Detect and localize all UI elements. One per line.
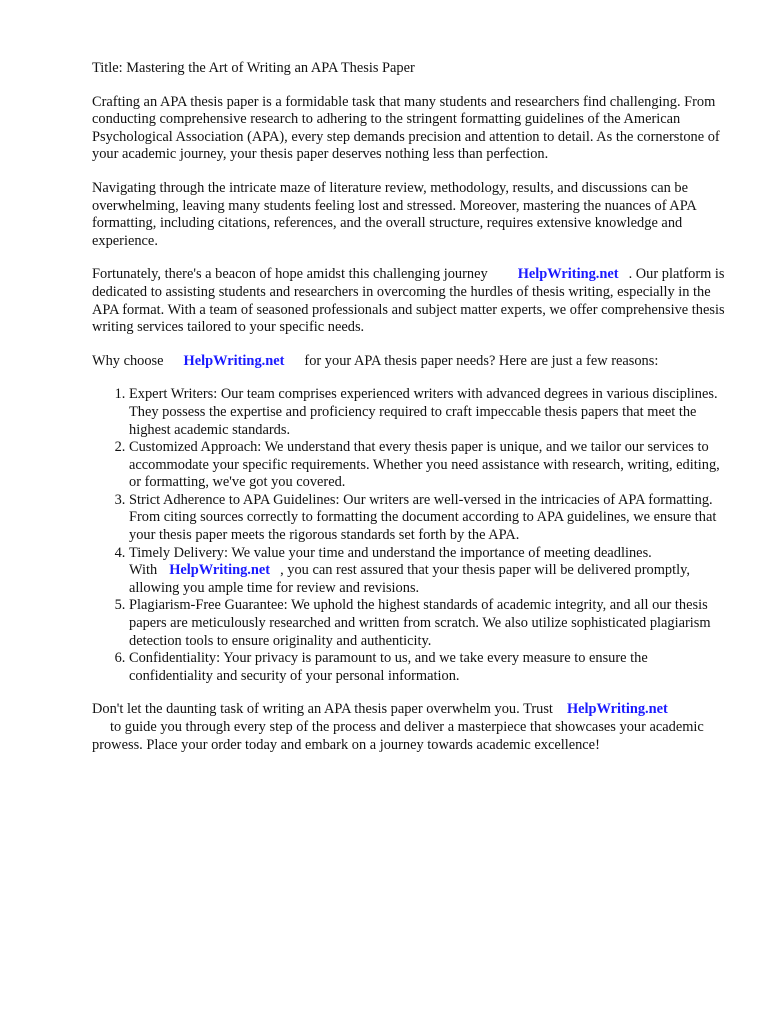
timely-delivery-text-after: , you can rest assured that your thesis paper will be delivered promptly, allowing you ample time for review and revisions. [129, 562, 690, 596]
helpwriting-link[interactable]: HelpWriting.net [183, 352, 285, 369]
paragraph-why-choose [92, 353, 732, 371]
timely-delivery-text-before: Timely Delivery: We value your time and understand the importance of meeting deadlines. With [129, 544, 652, 579]
document-title: Title: Mastering the Art of Writing an APA Thesis Paper [92, 60, 415, 76]
reasons-list [92, 386, 732, 685]
paragraph-challenges: Navigating through the intricate maze of literature review, methodology, results, and discussions can be overwhelming, leaving many students feeling lost and stressed. Moreover, mastering the nuances of APA formatting, including citations, references, and the overall structure, requires extensive knowledge and experience. [92, 179, 696, 249]
list-item-timely-delivery [129, 545, 732, 598]
paragraph-closing [92, 701, 732, 754]
why-choose-text-after: for your APA thesis paper needs? Here are just a few reasons: [304, 352, 659, 369]
paragraph-beacon-text-before: Fortunately, there's a beacon of hope amidst this challenging journey [92, 266, 488, 283]
closing-text-after: to guide you through every step of the process and deliver a masterpiece that showcases your academic prowess. Place your order today and embark on a journey towards academic excellence! [92, 719, 704, 753]
helpwriting-link[interactable]: HelpWriting.net [169, 562, 271, 579]
helpwriting-link[interactable]: HelpWriting.net [566, 701, 668, 718]
paragraph-beacon-text-after: . Our platform is dedicated to assisting students and researchers in overcoming the hurdles of thesis writing, especially in the APA format. With a team of seasoned professionals and subject matter experts, we offer comprehensive thesis writing services tailored to your specific needs. [92, 266, 725, 336]
why-choose-text-before: Why choose [92, 352, 164, 369]
list-item-confidentiality: 6. Confidentiality: Your privacy is paramount to us, and we take every measure to ensure the confidentiality and security of your personal information. [129, 650, 732, 685]
document-body [92, 60, 732, 770]
list-item-expert-writers: 1. Expert Writers: Our team comprises experienced writers with advanced degrees in various disciplines. They possess the expertise and proficiency required to craft impeccable thesis papers that meet the highest academic standards. [129, 386, 732, 439]
closing-text-before: Don't let the daunting task of writing an APA thesis paper overwhelm you. Trust [92, 701, 553, 718]
list-item-plagiarism-free: 5. Plagiarism-Free Guarantee: We uphold the highest standards of academic integrity, and all our thesis papers are meticulously researched and written from scratch. We also utilize sophisticated plagiarism detection tools to ensure originality and authenticity. [129, 597, 732, 650]
list-item-apa-guidelines: 3. Strict Adherence to APA Guidelines: Our writers are well-versed in the intricacies of APA formatting. From citing sources correctly to formatting the document according to APA guidelines, we ensure that your thesis paper meets the rigorous standards set forth by the APA. [129, 492, 732, 545]
paragraph-intro: Crafting an APA thesis paper is a formidable task that many students and researchers find challenging. From conducting comprehensive research to adhering to the stringent formatting guidelines of the American Psychological Association (APA), every step demands precision and attention to detail. As the cornerstone of your academic journey, your thesis paper deserves nothing less than perfection. [92, 93, 720, 163]
list-item-customized-approach: 2. Customized Approach: We understand that every thesis paper is unique, and we tailor our services to accommodate your specific requirements. Whether you need assistance with research, writing, editing, or formatting, we've got you covered. [129, 439, 732, 492]
paragraph-beacon [92, 266, 732, 336]
helpwriting-link[interactable]: HelpWriting.net [517, 266, 619, 283]
